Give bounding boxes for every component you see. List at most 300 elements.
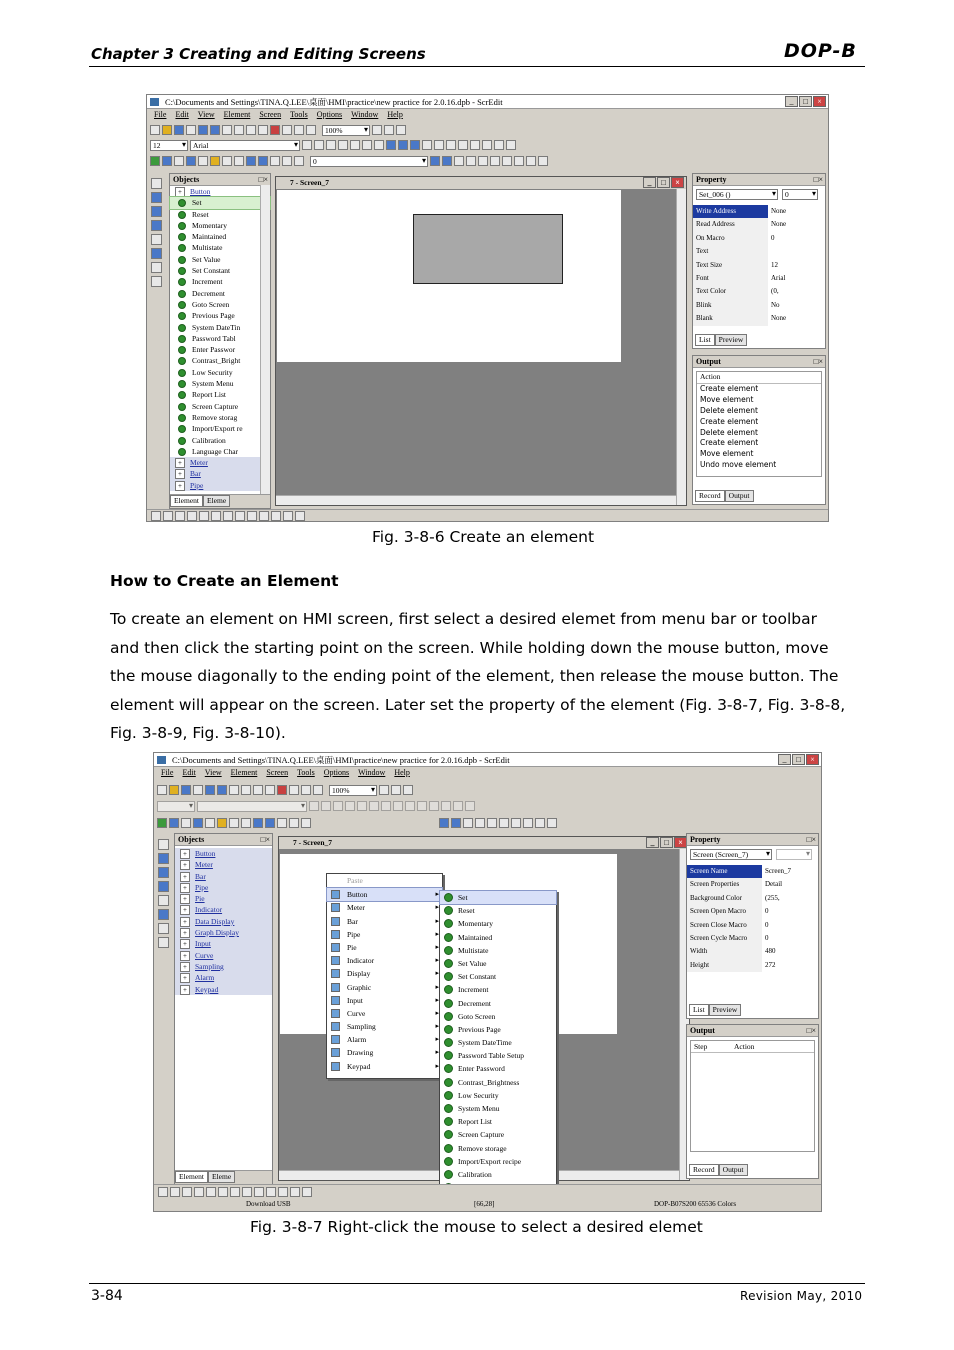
tree-group[interactable]: + Pipe	[175, 882, 272, 893]
undo-icon[interactable]	[289, 785, 299, 795]
tree-group[interactable]: + Indicator	[175, 904, 272, 915]
alarm-element-icon[interactable]	[282, 156, 292, 166]
menu-item-edit[interactable]: Edit	[182, 768, 196, 777]
flip-icon[interactable]	[242, 1187, 252, 1197]
compile-icon[interactable]	[198, 125, 208, 135]
cut-icon[interactable]	[222, 125, 232, 135]
curve-element-icon[interactable]	[258, 156, 268, 166]
rotate-icon[interactable]	[247, 511, 257, 521]
match-icon[interactable]	[283, 511, 293, 521]
align-icon[interactable]	[187, 511, 197, 521]
space-icon[interactable]	[218, 1187, 228, 1197]
ungroup-icon[interactable]	[458, 140, 468, 150]
menu-item-element[interactable]: Element	[223, 110, 251, 119]
new-file-icon[interactable]	[150, 125, 160, 135]
context-item[interactable]	[327, 888, 442, 901]
context-paste[interactable]: Paste	[327, 874, 442, 888]
screen-close-button[interactable]: ×	[674, 837, 687, 848]
bold-icon[interactable]	[386, 140, 396, 150]
find-icon[interactable]	[258, 125, 268, 135]
zoom-fit-icon[interactable]	[403, 785, 413, 795]
rectangle-icon[interactable]	[158, 853, 169, 864]
close-button[interactable]: ×	[813, 96, 826, 107]
align-top-icon[interactable]	[338, 140, 348, 150]
submenu-item[interactable]	[440, 1089, 556, 1102]
context-item[interactable]	[327, 967, 442, 980]
font-color-icon[interactable]	[381, 801, 391, 811]
align-bottom-icon[interactable]	[362, 140, 372, 150]
state-select[interactable]: 0 ▾	[310, 156, 428, 167]
copy-icon[interactable]	[234, 125, 244, 135]
display-element-icon[interactable]	[222, 156, 232, 166]
tree-group[interactable]: + Curve	[175, 950, 272, 961]
underline-icon[interactable]	[417, 801, 427, 811]
match-icon[interactable]	[290, 1187, 300, 1197]
align-center-icon[interactable]	[321, 801, 331, 811]
center-icon[interactable]	[278, 1187, 288, 1197]
save-icon[interactable]	[174, 125, 184, 135]
tab-record[interactable]: Record	[689, 1164, 719, 1176]
context-item[interactable]	[327, 941, 442, 954]
chart-icon[interactable]	[295, 511, 305, 521]
menu-item-element[interactable]: Element	[230, 768, 258, 777]
minimize-button[interactable]: _	[778, 754, 791, 765]
tree-group[interactable]: + Graph Display	[175, 927, 272, 938]
submenu-item[interactable]	[440, 904, 556, 917]
panel-close-icon[interactable]: □×	[260, 835, 270, 844]
screen-icon[interactable]	[270, 125, 280, 135]
context-item[interactable]	[327, 981, 442, 994]
property-state-select[interactable]	[776, 849, 812, 860]
tool-f-icon[interactable]	[490, 156, 500, 166]
tree-group[interactable]: + Alarm	[175, 972, 272, 983]
font-name-select[interactable]	[197, 801, 307, 812]
maximize-button[interactable]: □	[799, 96, 812, 107]
layer-icon[interactable]	[151, 511, 161, 521]
paste-icon[interactable]	[246, 125, 256, 135]
menu-item-view[interactable]: View	[197, 110, 215, 119]
curve-element-icon[interactable]	[265, 818, 275, 828]
tree-item[interactable]	[170, 344, 270, 355]
tree-item[interactable]	[170, 209, 270, 220]
tool-g-icon[interactable]	[502, 156, 512, 166]
copy-icon[interactable]	[241, 785, 251, 795]
tool-h-icon[interactable]	[514, 156, 524, 166]
circle-icon[interactable]	[151, 206, 162, 217]
tool-c-icon[interactable]	[463, 818, 473, 828]
tree-item[interactable]	[170, 412, 270, 423]
zoom-select[interactable]: 100% ▾	[329, 785, 377, 796]
align-right-icon[interactable]	[333, 801, 343, 811]
meter-element-icon[interactable]	[162, 156, 172, 166]
context-item[interactable]	[327, 915, 442, 928]
input-element-icon[interactable]	[246, 156, 256, 166]
display-element-icon[interactable]	[229, 818, 239, 828]
submenu-item[interactable]	[440, 1062, 556, 1075]
space-icon[interactable]	[211, 511, 221, 521]
tab-output[interactable]: Output	[719, 1164, 748, 1176]
design-canvas[interactable]	[277, 190, 621, 362]
tree-group[interactable]: + Data Display	[175, 916, 272, 927]
scale-icon[interactable]	[158, 923, 169, 934]
tree-item[interactable]	[170, 254, 270, 265]
property-row[interactable]	[693, 272, 825, 285]
submenu-item[interactable]	[440, 997, 556, 1010]
property-close-icon[interactable]: □×	[806, 835, 816, 844]
panel-close-icon[interactable]: □×	[258, 175, 268, 184]
canvas-hscroll[interactable]	[276, 495, 677, 505]
submenu-item[interactable]	[440, 983, 556, 996]
group-icon[interactable]	[446, 140, 456, 150]
find-icon[interactable]	[265, 785, 275, 795]
pipe-element-icon[interactable]	[193, 818, 203, 828]
font-size-select[interactable]	[157, 801, 195, 812]
context-item[interactable]	[327, 928, 442, 941]
context-item[interactable]	[327, 1007, 442, 1020]
center-icon[interactable]	[271, 511, 281, 521]
polygon-icon[interactable]	[151, 220, 162, 231]
objects-scrollbar[interactable]	[260, 185, 270, 494]
meter-element-icon[interactable]	[169, 818, 179, 828]
submenu-item[interactable]	[440, 1142, 556, 1155]
menu-item-screen[interactable]: Screen	[259, 110, 282, 119]
tree-item[interactable]	[170, 276, 270, 287]
tree-item[interactable]	[170, 310, 270, 321]
submenu-item[interactable]	[440, 931, 556, 944]
submenu-item[interactable]	[440, 957, 556, 970]
submenu-item[interactable]	[440, 1115, 556, 1128]
tool-j-icon[interactable]	[538, 156, 548, 166]
property-object-select[interactable]: Set_006 () ▾	[696, 189, 778, 200]
print-icon[interactable]	[294, 125, 304, 135]
screen-maximize-button[interactable]: □	[657, 177, 670, 188]
context-item[interactable]	[327, 954, 442, 967]
output-close-icon[interactable]: □×	[813, 357, 823, 366]
download-icon[interactable]	[193, 785, 203, 795]
fill-color-icon[interactable]	[434, 140, 444, 150]
property-row[interactable]	[687, 878, 818, 891]
bar-element-icon[interactable]	[181, 818, 191, 828]
indicator-element-icon[interactable]	[210, 156, 220, 166]
property-row[interactable]	[693, 285, 825, 298]
align-right-icon[interactable]	[326, 140, 336, 150]
property-row[interactable]	[687, 959, 818, 972]
fill-color-icon[interactable]	[441, 801, 451, 811]
polygon-icon[interactable]	[158, 881, 169, 892]
align-middle-icon[interactable]	[357, 801, 367, 811]
menu-item-view[interactable]: View	[204, 768, 222, 777]
tree-item[interactable]	[170, 231, 270, 242]
download-icon[interactable]	[186, 125, 196, 135]
button-element-icon[interactable]	[157, 818, 167, 828]
tree-group[interactable]: + Keypad	[175, 984, 272, 995]
submenu-item[interactable]	[440, 944, 556, 957]
tree-item[interactable]	[170, 355, 270, 366]
tree-item[interactable]	[170, 333, 270, 344]
tree-group[interactable]: + Bar	[170, 468, 270, 479]
menu-item-window[interactable]: Window	[351, 110, 379, 119]
button-element-icon[interactable]	[150, 156, 160, 166]
tree-item[interactable]	[170, 367, 270, 378]
tab-list[interactable]: List	[689, 1004, 709, 1016]
submenu-item[interactable]	[440, 1010, 556, 1023]
table-icon[interactable]	[158, 937, 169, 948]
keypad-element-icon[interactable]	[294, 156, 304, 166]
submenu-item[interactable]	[440, 1168, 556, 1181]
tree-item[interactable]	[170, 389, 270, 400]
context-item[interactable]	[327, 901, 442, 914]
grid-icon[interactable]	[170, 1187, 180, 1197]
tree-group[interactable]: + Meter	[175, 859, 272, 870]
zoom-in-icon[interactable]	[372, 125, 382, 135]
line-color-icon[interactable]	[422, 140, 432, 150]
menu-item-edit[interactable]: Edit	[175, 110, 189, 119]
send-back-icon[interactable]	[482, 140, 492, 150]
rotate-icon[interactable]	[254, 1187, 264, 1197]
property-state-select[interactable]: 0 ▾	[782, 189, 818, 200]
screen-icon[interactable]	[277, 785, 287, 795]
tree-group[interactable]: + Button	[170, 186, 270, 197]
screen-minimize-button[interactable]: _	[646, 837, 659, 848]
sampling-element-icon[interactable]	[270, 156, 280, 166]
zoom-out-icon[interactable]	[384, 125, 394, 135]
tree-group[interactable]: + Pipe	[170, 480, 270, 491]
output-close-icon[interactable]: □×	[806, 1026, 816, 1035]
tree-group[interactable]: + Button	[175, 848, 272, 859]
context-item[interactable]	[327, 1033, 442, 1046]
tree-item[interactable]	[170, 446, 270, 457]
property-row[interactable]	[693, 259, 825, 272]
indicator-element-icon[interactable]	[217, 818, 227, 828]
size-icon[interactable]	[199, 511, 209, 521]
tool-i-icon[interactable]	[535, 818, 545, 828]
context-item[interactable]	[327, 1020, 442, 1033]
tool-h-icon[interactable]	[523, 818, 533, 828]
tab-element[interactable]: Element	[175, 1171, 208, 1183]
grid-icon[interactable]	[163, 511, 173, 521]
font-size-select[interactable]: 12 ▾	[150, 140, 188, 151]
graphic-element-icon[interactable]	[241, 818, 251, 828]
align-center-icon[interactable]	[314, 140, 324, 150]
tool-f-icon[interactable]	[499, 818, 509, 828]
snap-icon[interactable]	[175, 511, 185, 521]
tree-group[interactable]: + Pie	[175, 893, 272, 904]
circle-icon[interactable]	[158, 867, 169, 878]
property-close-icon[interactable]: □×	[813, 175, 823, 184]
menu-item-options[interactable]: Options	[316, 110, 343, 119]
canvas-vscroll[interactable]	[676, 189, 686, 505]
property-row[interactable]	[693, 232, 825, 245]
tool-b-icon[interactable]	[442, 156, 452, 166]
tree-group[interactable]: + Bar	[175, 871, 272, 882]
italic-icon[interactable]	[398, 140, 408, 150]
flip-icon[interactable]	[235, 511, 245, 521]
property-row[interactable]	[687, 892, 818, 905]
menu-item-window[interactable]: Window	[358, 768, 386, 777]
property-row[interactable]	[693, 312, 825, 325]
align-bottom-icon[interactable]	[369, 801, 379, 811]
property-row[interactable]	[693, 218, 825, 231]
tool-g-icon[interactable]	[511, 818, 521, 828]
align-left-icon[interactable]	[309, 801, 319, 811]
sampling-element-icon[interactable]	[277, 818, 287, 828]
tab-element-2[interactable]: Eleme	[203, 495, 230, 507]
minimize-button[interactable]: _	[785, 96, 798, 107]
group-icon[interactable]	[453, 801, 463, 811]
submenu-item[interactable]	[440, 1049, 556, 1062]
chart-icon[interactable]	[302, 1187, 312, 1197]
tool-i-icon[interactable]	[526, 156, 536, 166]
tool-b-icon[interactable]	[451, 818, 461, 828]
open-file-icon[interactable]	[162, 125, 172, 135]
new-file-icon[interactable]	[157, 785, 167, 795]
order-icon[interactable]	[223, 511, 233, 521]
layer-icon[interactable]	[158, 1187, 168, 1197]
tree-item[interactable]	[170, 401, 270, 412]
menu-item-help[interactable]: Help	[394, 768, 410, 777]
open-file-icon[interactable]	[169, 785, 179, 795]
menu-item-help[interactable]: Help	[387, 110, 403, 119]
snap-icon[interactable]	[182, 1187, 192, 1197]
font-color-icon[interactable]	[374, 140, 384, 150]
context-item[interactable]	[327, 994, 442, 1007]
submenu-item[interactable]	[440, 891, 556, 904]
tab-element-2[interactable]: Eleme	[208, 1171, 235, 1183]
tool-j-icon[interactable]	[547, 818, 557, 828]
alarm-element-icon[interactable]	[289, 818, 299, 828]
menu-item-file[interactable]: File	[154, 110, 167, 119]
tab-preview[interactable]: Preview	[715, 334, 748, 346]
property-object-select[interactable]: Screen (Screen_7) ▾	[690, 849, 772, 860]
table-icon[interactable]	[151, 276, 162, 287]
text-icon[interactable]	[158, 909, 169, 920]
pen-icon[interactable]	[151, 178, 162, 189]
ungroup-icon[interactable]	[465, 801, 475, 811]
tab-output[interactable]: Output	[725, 490, 754, 502]
menu-item-tools[interactable]: Tools	[290, 110, 308, 119]
pen-icon[interactable]	[158, 839, 169, 850]
tree-item[interactable]	[170, 299, 270, 310]
graphic-element-icon[interactable]	[234, 156, 244, 166]
tab-record[interactable]: Record	[695, 490, 725, 502]
save-icon[interactable]	[181, 785, 191, 795]
screen-maximize-button[interactable]: □	[660, 837, 673, 848]
distribute-icon[interactable]	[266, 1187, 276, 1197]
submenu-item[interactable]	[440, 917, 556, 930]
tree-item[interactable]	[170, 378, 270, 389]
order-icon[interactable]	[230, 1187, 240, 1197]
input-element-icon[interactable]	[253, 818, 263, 828]
align-top-icon[interactable]	[345, 801, 355, 811]
italic-icon[interactable]	[405, 801, 415, 811]
keypad-element-icon[interactable]	[301, 818, 311, 828]
tool-c-icon[interactable]	[454, 156, 464, 166]
tree-item[interactable]	[170, 265, 270, 276]
submenu-item[interactable]	[440, 1076, 556, 1089]
menu-item-file[interactable]: File	[161, 768, 174, 777]
property-row[interactable]	[693, 299, 825, 312]
tab-preview[interactable]: Preview	[709, 1004, 742, 1016]
tool-a-icon[interactable]	[439, 818, 449, 828]
help-icon[interactable]	[306, 125, 316, 135]
tree-item[interactable]	[170, 220, 270, 231]
undo-icon[interactable]	[282, 125, 292, 135]
property-row[interactable]	[693, 205, 825, 218]
submenu-item[interactable]	[440, 1023, 556, 1036]
tool-e-icon[interactable]	[478, 156, 488, 166]
property-row[interactable]	[687, 865, 818, 878]
tree-group[interactable]: + Meter	[170, 457, 270, 468]
context-item[interactable]	[327, 1060, 442, 1073]
align-icon[interactable]	[194, 1187, 204, 1197]
text-icon[interactable]	[151, 248, 162, 259]
submenu-item[interactable]	[440, 970, 556, 983]
tree-item[interactable]	[170, 322, 270, 333]
tool-d-icon[interactable]	[475, 818, 485, 828]
property-row[interactable]	[687, 919, 818, 932]
zoom-in-icon[interactable]	[379, 785, 389, 795]
created-element[interactable]	[413, 214, 563, 284]
property-row[interactable]	[693, 245, 825, 258]
lock-icon[interactable]	[494, 140, 504, 150]
paste-icon[interactable]	[253, 785, 263, 795]
close-button[interactable]: ×	[806, 754, 819, 765]
submenu-item[interactable]	[440, 1036, 556, 1049]
unlock-icon[interactable]	[506, 140, 516, 150]
bold-icon[interactable]	[393, 801, 403, 811]
maximize-button[interactable]: □	[792, 754, 805, 765]
size-icon[interactable]	[206, 1187, 216, 1197]
print-icon[interactable]	[301, 785, 311, 795]
property-row[interactable]	[687, 905, 818, 918]
scale-icon[interactable]	[151, 262, 162, 273]
bring-front-icon[interactable]	[470, 140, 480, 150]
property-row[interactable]	[687, 945, 818, 958]
submenu-item[interactable]	[440, 1102, 556, 1115]
tree-item[interactable]	[170, 423, 270, 434]
zoom-fit-icon[interactable]	[396, 125, 406, 135]
distribute-icon[interactable]	[259, 511, 269, 521]
submenu-item[interactable]	[440, 1128, 556, 1141]
zoom-out-icon[interactable]	[391, 785, 401, 795]
screen-close-button[interactable]: ×	[671, 177, 684, 188]
tab-list[interactable]: List	[695, 334, 715, 346]
submenu-item[interactable]	[440, 1155, 556, 1168]
property-row[interactable]	[687, 932, 818, 945]
tool-d-icon[interactable]	[466, 156, 476, 166]
tree-item[interactable]	[170, 435, 270, 446]
context-item[interactable]	[327, 1046, 442, 1059]
tree-group[interactable]: + Sampling	[175, 961, 272, 972]
menu-item-options[interactable]: Options	[323, 768, 350, 777]
tree-item[interactable]	[170, 242, 270, 253]
menu-item-screen[interactable]: Screen	[266, 768, 289, 777]
pie-element-icon[interactable]	[205, 818, 215, 828]
tool-a-icon[interactable]	[430, 156, 440, 166]
bar-element-icon[interactable]	[174, 156, 184, 166]
zoom-select[interactable]: 100% ▾	[322, 125, 370, 136]
menu-item-tools[interactable]: Tools	[297, 768, 315, 777]
tree-item[interactable]	[170, 197, 270, 208]
line-color-icon[interactable]	[429, 801, 439, 811]
run-icon[interactable]	[217, 785, 227, 795]
tab-element[interactable]: Element	[170, 495, 203, 507]
tree-item[interactable]	[170, 288, 270, 299]
underline-icon[interactable]	[410, 140, 420, 150]
run-icon[interactable]	[210, 125, 220, 135]
compile-icon[interactable]	[205, 785, 215, 795]
rectangle-icon[interactable]	[151, 192, 162, 203]
